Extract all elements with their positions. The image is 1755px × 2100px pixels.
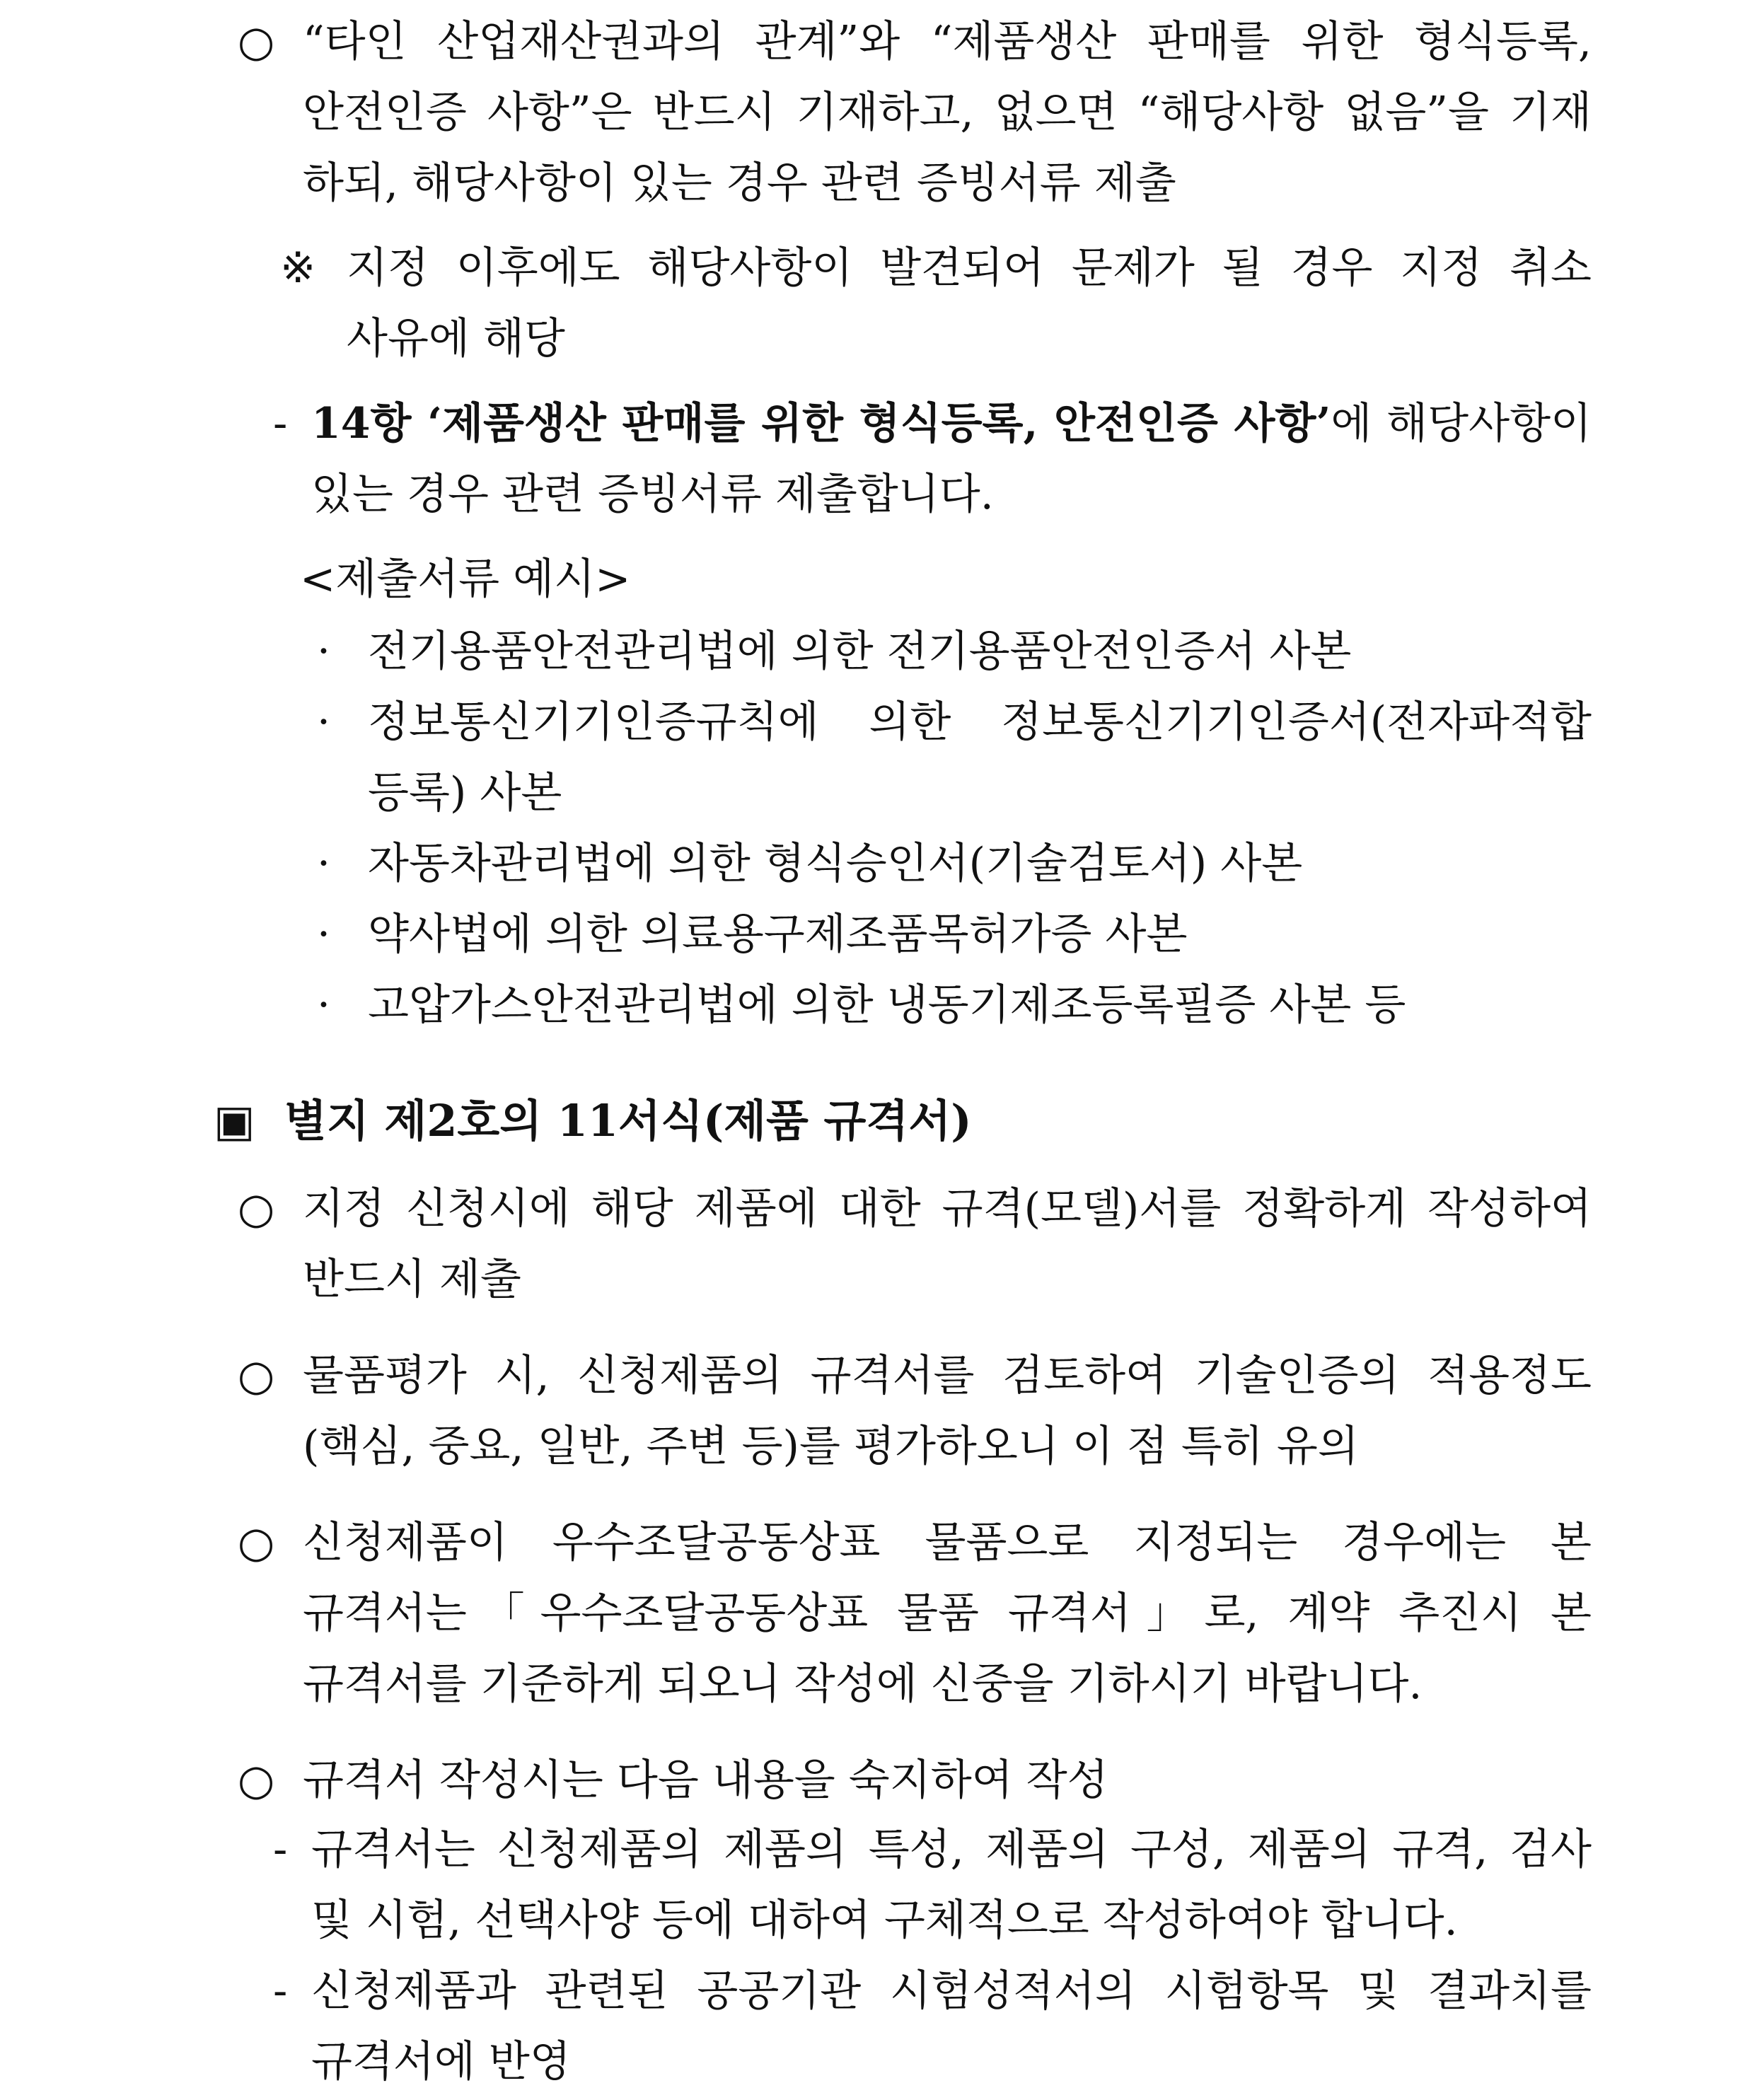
dash-item-line: 규격서는 신청제품의 제품의 특성, 제품의 구성, 제품의 규격, 검사 — [311, 1825, 1592, 1874]
bold-reference-text: 14항 ‘제품생산 판매를 위한 형식등록, 안전인증 사항’ — [311, 399, 1331, 448]
dash-item-line: 있는 경우 관련 증빙서류 제출합니다. — [311, 470, 994, 519]
paragraph-line: 반드시 제출 — [303, 1255, 521, 1304]
example-item-continuation: 등록) 사본 — [368, 768, 562, 818]
dash-item-text: 에 해당사항이 — [1331, 399, 1592, 448]
paragraph-line: 하되, 해당사항이 있는 경우 관련 증빙서류 제출 — [303, 158, 1176, 208]
paragraph-line: “타인 산업재산권과의 관계”와 “제품생산 판매를 위한 형식등록, — [303, 17, 1592, 66]
note-line: 지정 이후에도 해당사항이 발견되어 문제가 될 경우 지정 취소 — [347, 243, 1592, 293]
example-item: 전기용품안전관리법에 의한 전기용품안전인증서 사본 — [368, 627, 1352, 676]
paragraph-line: 규격서를 기준하게 되오니 작성에 신중을 기하시기 바랍니다. — [303, 1659, 1423, 1709]
middle-dot-icon: · — [317, 980, 331, 1030]
paragraph-line: 안전인증 사항”은 반드시 기재하고, 없으면 “해당사항 없음”을 기재 — [303, 88, 1592, 137]
middle-dot-icon: · — [317, 627, 331, 676]
dash-marker: - — [273, 399, 288, 448]
paragraph-line: (핵심, 중요, 일반, 주변 등)를 평가하오니 이 점 특히 유의 — [303, 1422, 1359, 1471]
dash-item-line — [311, 389, 1592, 458]
dash-item-line: 규격서에 반영 — [311, 2037, 571, 2087]
dash-marker: - — [273, 1966, 288, 2016]
note-line: 사유에 해당 — [347, 314, 565, 364]
example-item: 고압가스안전관리법에 의한 냉동기제조등록필증 사본 등 — [368, 980, 1406, 1030]
square-bullet-icon: ▣ — [214, 1095, 255, 1147]
reference-mark-icon: ※ — [280, 243, 316, 293]
circle-bullet-icon: ○ — [238, 17, 275, 66]
middle-dot-icon: · — [317, 910, 331, 959]
paragraph-line: 규격서 작성시는 다음 내용을 숙지하여 작성 — [303, 1756, 1108, 1805]
dash-item-line: 및 시험, 선택사양 등에 대하여 구체적으로 작성하여야 합니다. — [311, 1896, 1458, 1945]
middle-dot-icon: · — [317, 697, 331, 747]
section-heading: 별지 제2호의 11서식(제품 규격서) — [284, 1095, 972, 1147]
example-item: 자동차관리법에 의한 형식승인서(기술검토서) 사본 — [368, 839, 1303, 888]
paragraph-line: 물품평가 시, 신청제품의 규격서를 검토하여 기술인증의 적용정도 — [303, 1351, 1592, 1400]
dash-marker: - — [273, 1825, 288, 1874]
example-item: 약사법에 의한 의료용구제조품목허가증 사본 — [368, 910, 1188, 959]
paragraph-line: 지정 신청시에 해당 제품에 대한 규격(모델)서를 정확하게 작성하여 — [303, 1184, 1592, 1234]
circle-bullet-icon: ○ — [238, 1184, 275, 1234]
circle-bullet-icon: ○ — [238, 1518, 275, 1567]
dash-item-line: 신청제품과 관련된 공공기관 시험성적서의 시험항목 및 결과치를 — [311, 1966, 1592, 2016]
paragraph-line: 규격서는「우수조달공동상표 물품 규격서」로, 계약 추진시 본 — [303, 1589, 1592, 1638]
circle-bullet-icon: ○ — [238, 1756, 275, 1805]
middle-dot-icon: · — [317, 839, 331, 888]
examples-title: <제출서류 예시> — [300, 555, 631, 604]
example-item: 정보통신기기인증규칙에 의한 정보통신기기인증서(전자파적합 — [368, 697, 1592, 747]
paragraph-line: 신청제품이 우수조달공동상표 물품으로 지정되는 경우에는 본 — [303, 1518, 1592, 1567]
circle-bullet-icon: ○ — [238, 1351, 275, 1400]
